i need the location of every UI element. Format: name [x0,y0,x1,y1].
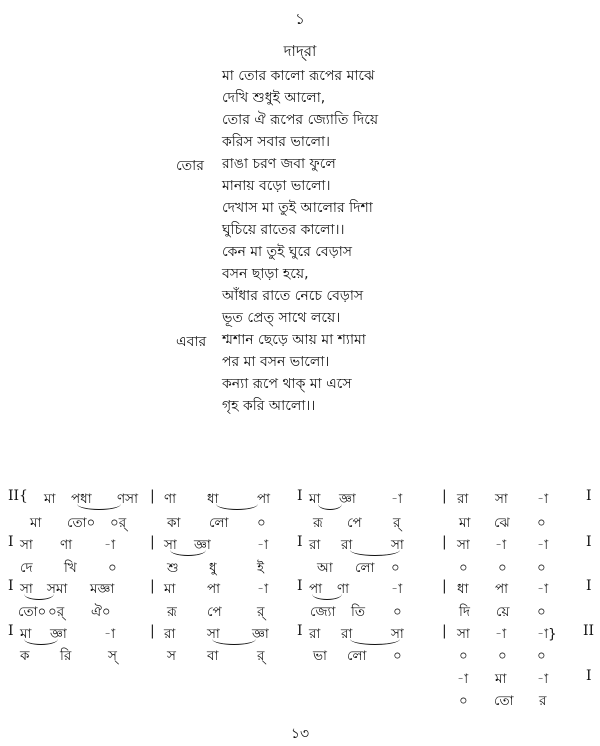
lyric-syllable: তি [351,604,365,620]
swara: রা [341,537,353,553]
lyric-syllable: র্‌ [257,648,265,664]
lyric-syllable: শু [167,560,179,576]
lyric-syllable: তো০ [18,604,47,620]
lyric-line: গৃহ করি আলো।। [222,398,316,414]
swara: -া [537,671,549,687]
swara: পা [495,581,509,597]
lyric-syllable: তো০ [67,515,96,531]
swara: মা [164,581,176,597]
swara: -া [537,537,549,553]
swara: রা [164,626,176,642]
swara: জ্ঞা [252,626,269,642]
swara: সা [391,537,404,553]
lyric-syllable: র [539,693,547,709]
swara: মা [44,491,56,507]
swara: রা [341,626,353,642]
lyric-line: রাঙা চরণ জবা ফুলে [222,156,336,172]
swara: মজ্ঞা [90,581,115,597]
bar-i: I [297,488,303,504]
swara: -া [495,537,507,553]
swara: -া [391,491,403,507]
lyric-syllable: আ [317,560,333,576]
swara: ণা [337,581,350,597]
swara: সা [164,537,177,553]
swara: পা [309,581,323,597]
lyric-syllable: স্‌ [108,648,117,664]
bar-i: I [297,578,303,594]
bar-end: I [586,578,592,594]
lyric-line: করিস সবার ভালো। [222,134,331,150]
bar-start: II{ [8,488,28,504]
bar-line: | [150,534,155,550]
swara: রা [309,626,321,642]
lyric-syllable: য়ে [496,604,510,620]
lyric-syllable: ০র্‌ [110,515,127,531]
lyric-syllable: ০র্‌ [48,604,65,620]
lyric-line: দেখাস মা তুই আলোর দিশা [222,200,373,216]
lyric-syllable: রূ [167,604,177,620]
lyric-line: আঁধার রাতে নেচে বেড়াস [222,288,364,304]
swara: সমা [47,581,68,597]
lyric-syllable: রূ [313,515,323,531]
lyric-syllable: লো [347,648,367,664]
lyric-syllable: ০ [537,648,546,664]
lyric-line: ভূত প্রেত্‌ সাথে লয়ে। [222,310,341,326]
lyric-syllable: ০ [459,648,468,664]
lyric-syllable: দে [20,560,33,576]
bar-end: I [586,668,592,684]
swara: সা [495,491,508,507]
swara: -া [257,581,269,597]
lyric-syllable: ই [257,560,265,576]
lyric-syllable: পে [207,604,222,620]
swara: মা [309,491,321,507]
lyric-syllable: ক [20,648,30,664]
lyric-line: বসন ছাড়া হয়ে, [222,266,309,282]
lyric-syllable: ০ [393,648,402,664]
lyric-syllable: লো [355,560,375,576]
swara: সা [457,537,470,553]
lyric-syllable: ০ [459,560,468,576]
lyric-syllable: ০ [108,560,117,576]
lyric-syllable: মা [459,515,471,531]
bar-start: I [8,534,14,550]
swara: মা [20,626,32,642]
lyric-syllable: র্‌ [393,515,401,531]
lyric-line: কন্যা রূপে থাক্‌ মা এসে [222,376,352,392]
lyric-line: ঘুচিয়ে রাতের কালো।। [222,222,345,238]
bar-line: | [150,488,155,504]
swara: -া [495,626,507,642]
page-number: ১৩ [290,726,310,742]
bar-line: | [150,578,155,594]
lyric-lead-word: তোর [176,158,204,174]
swara: ধা [457,581,469,597]
meend-arc [216,504,258,510]
swara: -া [257,537,269,553]
swara: -া [104,537,116,553]
swara: ণসা [117,491,138,507]
swara: রা [309,537,321,553]
lyric-syllable: স [167,648,176,664]
bar-line: | [442,488,447,504]
bar-start: I [8,623,14,639]
lyric-lead-word: এবার [176,334,207,350]
lyric-syllable: র্‌ [257,604,265,620]
swara: -া} [537,626,557,642]
bar-line: | [442,534,447,550]
lyric-syllable: পে [347,515,362,531]
lyric-syllable: রি [60,648,72,664]
lyric-line: দেখি শুধুই আলো, [222,90,326,106]
swara: -া [457,671,469,687]
lyric-syllable: ০ [393,604,402,620]
bar-line: | [150,623,155,639]
swara: -া [391,581,403,597]
swara: জ্ঞা [339,491,356,507]
lyric-syllable: ০ [537,604,546,620]
lyric-syllable: ০ [257,515,266,531]
swara: সা [207,626,220,642]
lyric-line: মানায় বড়ো ভালো। [222,178,331,194]
lyric-line: শ্মশান ছেড়ে আয় মা শ্যামা [222,332,366,348]
swara: পা [207,581,221,597]
swara: মা [495,671,507,687]
lyric-syllable: ০ [498,560,507,576]
swara: পধা [71,491,92,507]
swara: সা [20,537,33,553]
lyric-syllable: ০ [459,693,468,709]
lyric-syllable: মা [30,515,42,531]
page-top-number: ১ [295,10,305,28]
swara: ণা [60,537,73,553]
taal-title: দাদ্‌রা [283,42,317,60]
swara: সা [457,626,470,642]
swara: জ্ঞা [50,626,67,642]
bar-start: I [8,578,14,594]
swara: রা [457,491,469,507]
lyric-syllable: ঐ০ [91,604,111,620]
swara: -া [537,581,549,597]
lyric-syllable: ০ [498,648,507,664]
bar-end: I [586,488,592,504]
lyric-syllable: লো [209,515,229,531]
swara: জ্ঞা [194,537,211,553]
lyric-line: পর মা বসন ভালো। [222,354,330,370]
bar-i: I [297,534,303,550]
swara: -া [537,491,549,507]
bar-end: II [583,623,595,639]
lyric-syllable: ০ [391,560,400,576]
bar-line: | [442,623,447,639]
lyric-syllable: জ্যো [310,604,336,620]
lyric-line: মা তোর কালো রূপের মাঝে [222,68,375,84]
swara: সা [20,581,33,597]
lyric-syllable: ০ [537,560,546,576]
lyric-syllable: বা [207,648,219,664]
swara: ণা [164,491,177,507]
lyric-syllable: তো [494,693,514,709]
bar-line: | [442,578,447,594]
lyric-syllable: ভা [313,648,327,664]
lyric-line: কেন মা তুই ঘুরে বেড়াস [222,244,353,260]
swara: সা [391,626,404,642]
bar-i: I [297,623,303,639]
lyric-line: তোর ঐ রূপের জ্যোতি দিয়ে [222,112,379,128]
swara: ধা [207,491,219,507]
lyric-syllable: ০ [537,515,546,531]
lyric-syllable: খি [64,560,77,576]
bar-end: I [586,534,592,550]
lyric-syllable: দি [459,604,470,620]
lyric-syllable: ঝে [494,515,510,531]
swara: পা [257,491,271,507]
lyric-syllable: কা [167,515,181,531]
swara: -া [104,626,116,642]
lyric-syllable: ধু [209,560,217,576]
